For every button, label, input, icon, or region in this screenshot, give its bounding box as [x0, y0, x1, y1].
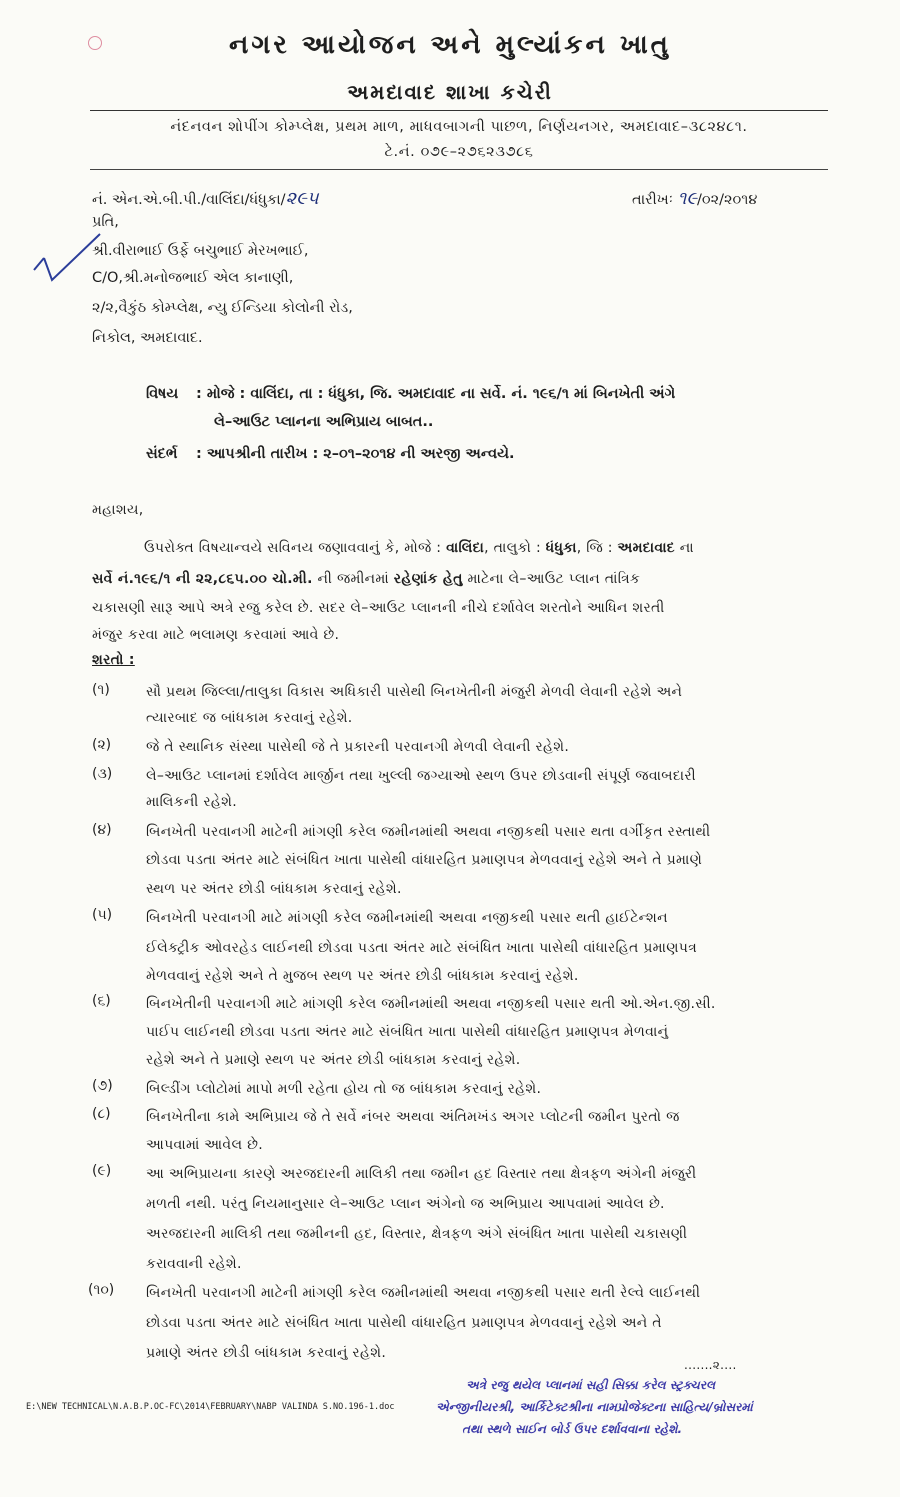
condition-line: પ્રમાણે અંતર છોડી બાંધકામ કરવાનું રહેશે. [146, 1345, 387, 1361]
header-divider-bottom [90, 169, 828, 170]
condition-number: (૧) [92, 682, 110, 698]
reference-text: : આપશ્રીની તારીખ : ૨–૦૧–૨૦૧૪ ની અરજી અન્વયે. [196, 446, 515, 462]
body-paragraph-line: સર્વે નં.૧૯૬/૧ ની ૨૨,૮૬૫.૦૦ ચો.મી. ની જમીનમાં રહેણાંક હેતુ માટેના લે–આઉટ પ્લાન તાંત્રિક [92, 571, 641, 587]
stamp-text-line: તથા સ્થળે સાઈન બોર્ડ ઉપર દર્શાવવાના રહેશે. [462, 1422, 683, 1436]
stamp-text-line: અત્રે રજુ થયેલ પ્લાનમાં સહી સિક્કા કરેલ સ્ટ્રક્ચરલ [466, 1378, 716, 1392]
condition-line: બિલ્ડીંગ પ્લોટોમાં માપો મળી રહેતા હોય તો જ બાંધકામ કરવાનું રહેશે. [146, 1081, 542, 1097]
recipient-line: શ્રી.વીરાભાઈ ઉર્ફે બચુભાઈ મેરખભાઈ, [92, 243, 309, 259]
condition-line: બિનખેતીની પરવાનગી માટે માંગણી કરેલ જમીનમાંથી અથવા નજીકથી પસાર થતી ઓ.એન.જી.સી. [146, 996, 716, 1012]
body-paragraph-line: ચકાસણી સારૂ આપે અત્રે રજુ કરેલ છે. સદર લે–આઉટ પ્લાનની નીચે દર્શાવેલ શરતોને આધિન શરતી [92, 600, 665, 616]
condition-line: આ અભિપ્રાયના કારણે અરજદારની માલિકી તથા જમીન હદ વિસ્તાર તથા ક્ષેત્રફળ અંગેની મંજુરી [146, 1166, 697, 1182]
body-paragraph-line: ઉપરોક્ત વિષયાન્વયે સવિનય જણાવવાનું કે, મોજે : વાલિંદા, તાલુકો : ધંધુકા, જિ : અમદાવાદ ના [144, 540, 694, 556]
condition-number: (૧૦) [88, 1282, 115, 1298]
condition-line: ઈલેક્ટ્રીક ઓવરહેડ લાઈનથી છોડવા પડતા અંતર માટે સંબંધિત ખાતા પાસેથી વાંધારહિત પ્રમાણપત્ર [146, 940, 698, 956]
condition-line: રહેશે અને તે પ્રમાણે સ્થળ પર અંતર છોડી બાંધકામ કરવાનું રહેશે. [146, 1052, 521, 1068]
condition-line: બિનખેતી પરવાનગી માટેની માંગણી કરેલ જમીનમાંથી અથવા નજીકથી પસાર થતી રેલ્વે લાઈનથી [146, 1285, 701, 1301]
body-paragraph-line: મંજુર કરવા માટે ભલામણ કરવામાં આવે છે. [92, 627, 340, 643]
condition-line: માલિકની રહેશે. [146, 794, 237, 810]
salutation: મહાશય, [92, 502, 144, 518]
page-continues-marker: .......૨.... [684, 1358, 737, 1372]
recipient-line: ૨/૨,વૈકુંઠ કોમ્પ્લેક્ષ, ન્યુ ઈન્ડિયા કોલોની રોડ, [92, 300, 353, 316]
reference-number [92, 188, 319, 209]
condition-line: જે તે સ્થાનિક સંસ્થા પાસેથી જે તે પ્રકારની પરવાનગી મેળવી લેવાની રહેશે. [146, 739, 570, 755]
reference-label: સંદર્ભ [146, 446, 178, 462]
condition-line: આપવામાં આવેલ છે. [146, 1137, 263, 1153]
condition-line: સૌ પ્રથમ જિલ્લા/તાલુકા વિકાસ અધિકારી પાસેથી બિનખેતીની મંજુરી મેળવી લેવાની રહેશે અને [146, 684, 683, 700]
condition-line: બિનખેતી પરવાનગી માટેની માંગણી કરેલ જમીનમાંથી અથવા નજીકથી પસાર થતા વર્ગીકૃત રસ્તાથી [146, 824, 711, 840]
subject-line-2: લે–આઉટ પ્લાનના અભિપ્રાય બાબત.. [214, 414, 434, 430]
condition-number: (૭) [92, 1078, 113, 1094]
condition-line: બિનખેતીના કામે અભિપ્રાય જે તે સર્વે નંબર અથવા અંતિમખંડ અગર પ્લોટની જમીન પુરતો જ [146, 1109, 680, 1125]
subject-label: વિષય [146, 386, 179, 402]
condition-number: (૯) [92, 1163, 112, 1179]
office-title: નગર આયોજન અને મુલ્યાંકન ખાતુ [229, 30, 671, 60]
condition-line: લે–આઉટ પ્લાનમાં દર્શાવેલ માર્જીન તથા ખુલ્લી જગ્યાઓ સ્થળ ઉપર છોડવાની સંપૂર્ણ જવાબદારી [146, 768, 696, 784]
condition-line: મેળવવાનું રહેશે અને તે મુજબ સ્થળ પર અંતર છોડી બાંધકામ કરવાનું રહેશે. [146, 968, 579, 984]
recipient-line: C/O,શ્રી.મનોજભાઈ એલ કાનાણી, [92, 270, 294, 286]
condition-line: અરજદારની માલિકી તથા જમીનની હદ, વિસ્તાર, ક્ષેત્રફળ અંગે સંબંધિત ખાતા પાસેથી ચકાસણી [146, 1226, 688, 1242]
condition-line: ત્યારબાદ જ બાંધકામ કરવાનું રહેશે. [146, 710, 353, 726]
letter-date [632, 188, 757, 209]
subject-line-1: : મોજે : વાલિંદા, તા : ધંધુકા, જિ. અમદાવાદ ના સર્વે. નં. ૧૯૬/૧ માં બિનખેતી અંગે [196, 386, 676, 402]
reference-prefix: નં. એન.એ.બી.પી./વાલિંદા/ધંધુકા/ [92, 192, 286, 208]
condition-number: (૬) [92, 993, 111, 1009]
office-phone: ટે.નં. ૦૭૯–૨૭૬૨૩૭૮૬ [384, 144, 534, 160]
condition-number: (૨) [92, 737, 112, 753]
recipient-line: નિકોલ, અમદાવાદ. [92, 330, 203, 346]
date-label: તારીખઃ [632, 192, 673, 208]
condition-number: (૮) [92, 1106, 111, 1122]
footer-file-path: E:\NEW TECHNICAL\N.A.B.P.OC-FC\2014\FEBRUARY\NABP VALINDA S.NO.196-1.doc [26, 1402, 395, 1412]
condition-line: કરાવવાની રહેશે. [146, 1256, 242, 1272]
recipient-to: પ્રતિ, [92, 214, 119, 230]
header-divider [90, 110, 828, 111]
condition-line: મળતી નથી. પરંતુ નિયમાનુસાર લે–આઉટ પ્લાન અંગેનો જ અભિપ્રાય આપવામાં આવેલ છે. [146, 1196, 665, 1212]
condition-number: (૪) [92, 822, 112, 838]
reference-handwritten-number: ૨૯૫ [285, 188, 319, 209]
stamp-text-line: એન્જીનીયરશ્રી, આર્કિટેક્ટશ્રીના નામપ્રોજેક્ટના સાહિત્ય/બ્રોસરમાં [436, 1400, 753, 1414]
conditions-heading: શરતો : [92, 652, 135, 668]
office-address: નંદનવન શોપીંગ કોમ્પ્લેક્ષ, પ્રથમ માળ, માધવબાગની પાછળ, નિર્ણયનગર, અમદાવાદ–૩૮૨૪૮૧. [170, 119, 748, 135]
date-rest: /૦૨/૨૦૧૪ [696, 192, 758, 208]
condition-line: છોડવા પડતા અંતર માટે સંબંધિત ખાતા પાસેથી વાંધારહિત પ્રમાણપત્ર મેળવવાનું રહેશે અને તે [146, 1315, 662, 1331]
office-subtitle: અમદાવાદ શાખા કચેરી [347, 80, 553, 104]
date-handwritten-day: ૧૯ [677, 188, 697, 209]
condition-line: બિનખેતી પરવાનગી માટે માંગણી કરેલ જમીનમાંથી અથવા નજીકથી પસાર થતી હાઈટેન્શન [146, 910, 668, 926]
condition-line: છોડવા પડતા અંતર માટે સંબંધિત ખાતા પાસેથી વાંધારહિત પ્રમાણપત્ર મેળવવાનું રહેશે અને તે પ્રમાણે [146, 852, 703, 868]
condition-line: સ્થળ પર અંતર છોડી બાંધકામ કરવાનું રહેશે. [146, 881, 402, 897]
condition-number: (૫) [92, 907, 113, 923]
condition-number: (૩) [92, 766, 113, 782]
condition-line: પાઈપ લાઈનથી છોડવા પડતા અંતર માટે સંબંધિત ખાતા પાસેથી વાંધારહિત પ્રમાણપત્ર મેળવાનું [146, 1024, 669, 1040]
